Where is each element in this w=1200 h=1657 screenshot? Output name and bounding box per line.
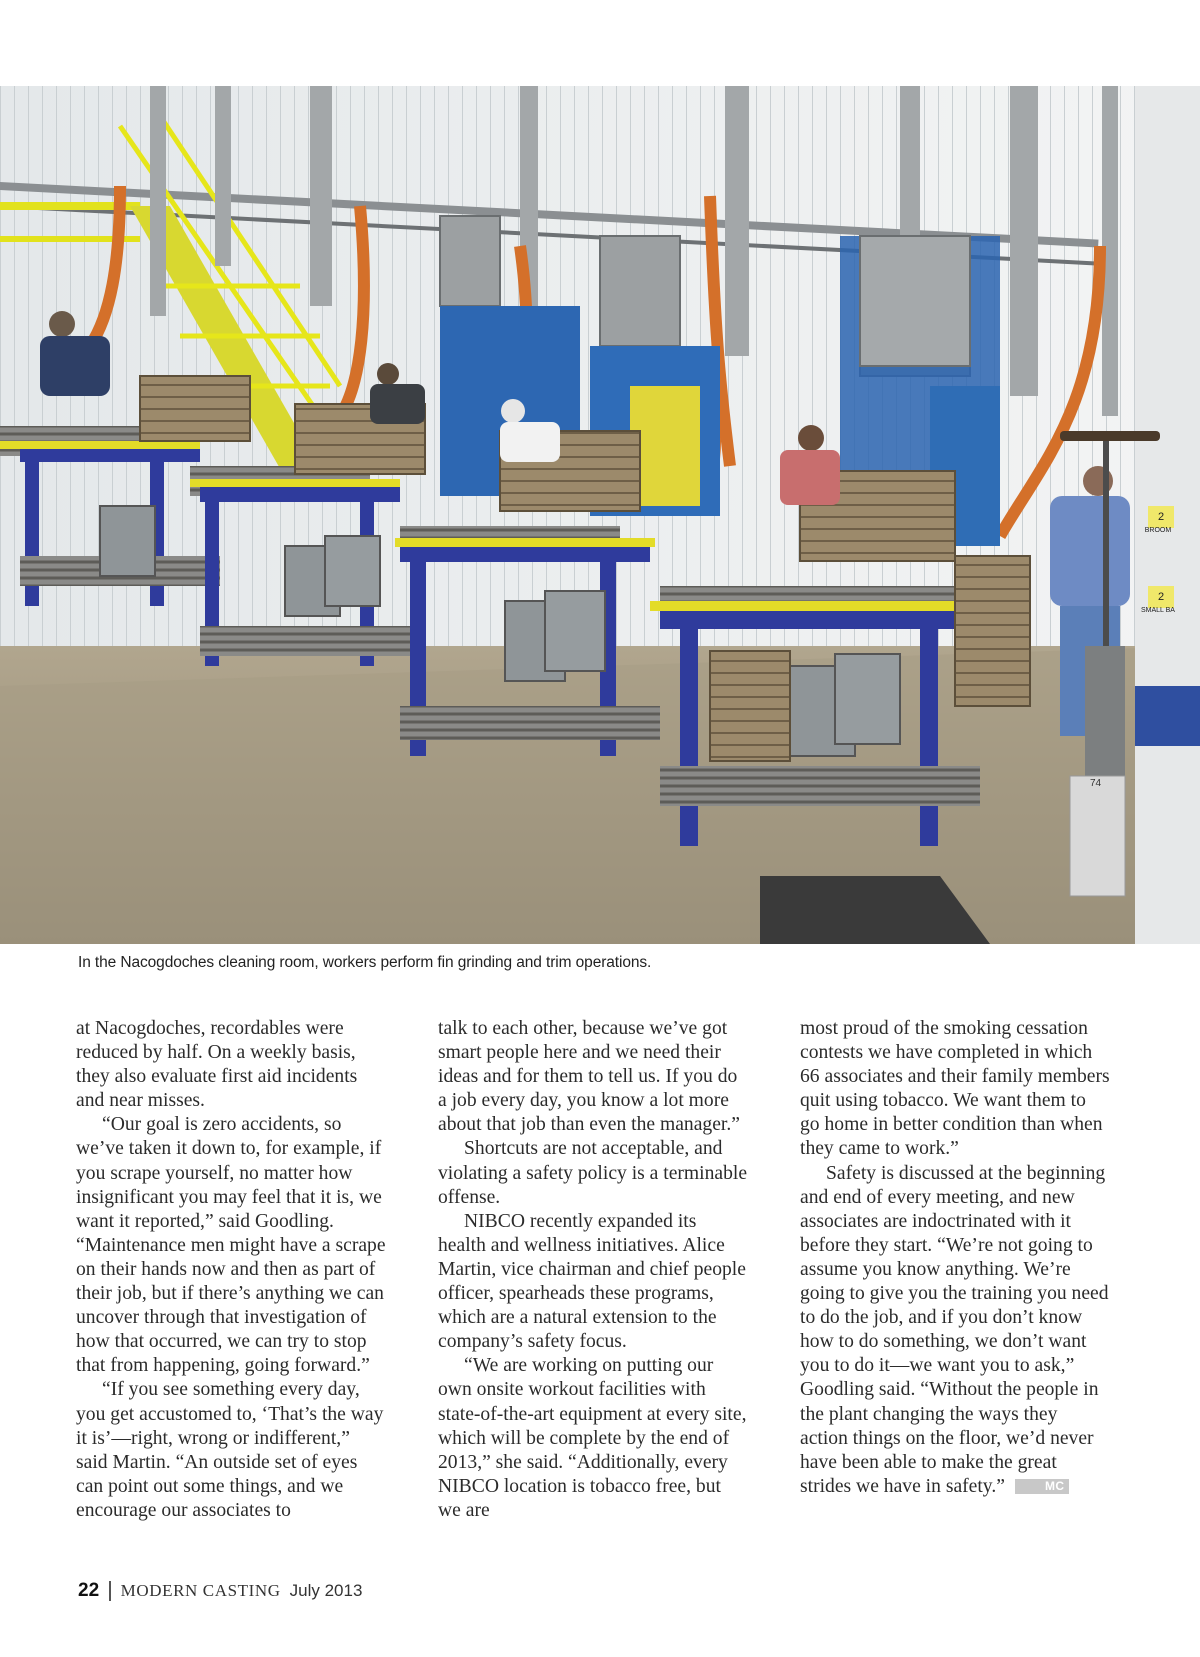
page-folio (78, 1580, 362, 1602)
page-number: 22 (78, 1580, 100, 1601)
article-column-2 (438, 1017, 748, 1523)
paragraph: Shortcuts are not acceptable, and violating a safety policy is a terminable offense. (438, 1138, 748, 1208)
broom-sign-number: 2 (1157, 511, 1165, 523)
paragraph: NIBCO recently expanded its health and wellness initiatives. Alice Martin, vice chairman and chief people officer, spearheads these programs, which are a natural extension to the company’s safety focus. (438, 1210, 746, 1353)
paragraph: talk to each other, because we’ve got smart people here and we need their ideas and for them to tell us. If you do a job every day, you know a lot more about that job than even the manager.” (438, 1018, 740, 1136)
folio-divider (109, 1581, 111, 1601)
issue-date: July 2013 (289, 1581, 363, 1600)
paragraph: “We are working on putting our own onsite workout facilities with state-of-the-art equipment at every site, which will be complete by the end of 2013,” she said. “Additionally, every NIBCO location is tobacco free, but we are (438, 1355, 747, 1521)
paragraph: “Our goal is zero accidents, so we’ve taken it down to, for example, if you scrape yourself, no matter how insignificant you may feel that it is, we want it reported,” said Goodling. “Maintenance men might have a scrape on their hands now and then as part of their job, but if there’s anything we can uncover through that investigation of how that occurred, we can try to stop that from happening, going forward.” (76, 1114, 386, 1377)
small-bar-sign-label: SMALL BA (1141, 607, 1175, 614)
photo-caption: In the Nacogdoches cleaning room, workers perform fin grinding and trim operations. (78, 954, 652, 971)
paragraph: “If you see something every day, you get accustomed to, ‘That’s the way it is’—right, wrong or indifferent,” said Martin. “An outside set of eyes can point out some things, and we encourage our associates to (76, 1379, 384, 1521)
magazine-name: MODERN CASTING (120, 1581, 281, 1600)
paragraph-text: Safety is discussed at the beginning and end of every meeting, and new associates are indoctrinated with it before they start. “We’re not going to assume you know anything. We’re going to give you the training you need to do the job, and if you don’t know how to do something, we don’t want you to do it—we want you to ask,” Goodling said. “Without the people in the plant changing the ways they action things on the floor, we’d never have been able to make the great strides we have in safety.” (800, 1162, 1109, 1497)
bin-number-label: 74 (1090, 778, 1102, 789)
paragraph-final (800, 1162, 1110, 1499)
cleaning-room-photo (0, 86, 1200, 944)
broom-sign-label: BROOM (1144, 527, 1172, 534)
article-column-3 (800, 1017, 1110, 1499)
small-bar-sign-number: 2 (1157, 591, 1165, 603)
article-column-1 (76, 1017, 386, 1523)
paragraph: most proud of the smoking cessation contests we have completed in which 66 associates and their family members quit using tobacco. We want them to go home in better condition than when they came to work.” (800, 1018, 1110, 1160)
end-of-article-mark: MC (1015, 1479, 1069, 1494)
paragraph: at Nacogdoches, recordables were reduced by half. On a weekly basis, they also evaluate first aid incidents and near misses. (76, 1018, 358, 1112)
photo-illustration (0, 86, 1200, 944)
